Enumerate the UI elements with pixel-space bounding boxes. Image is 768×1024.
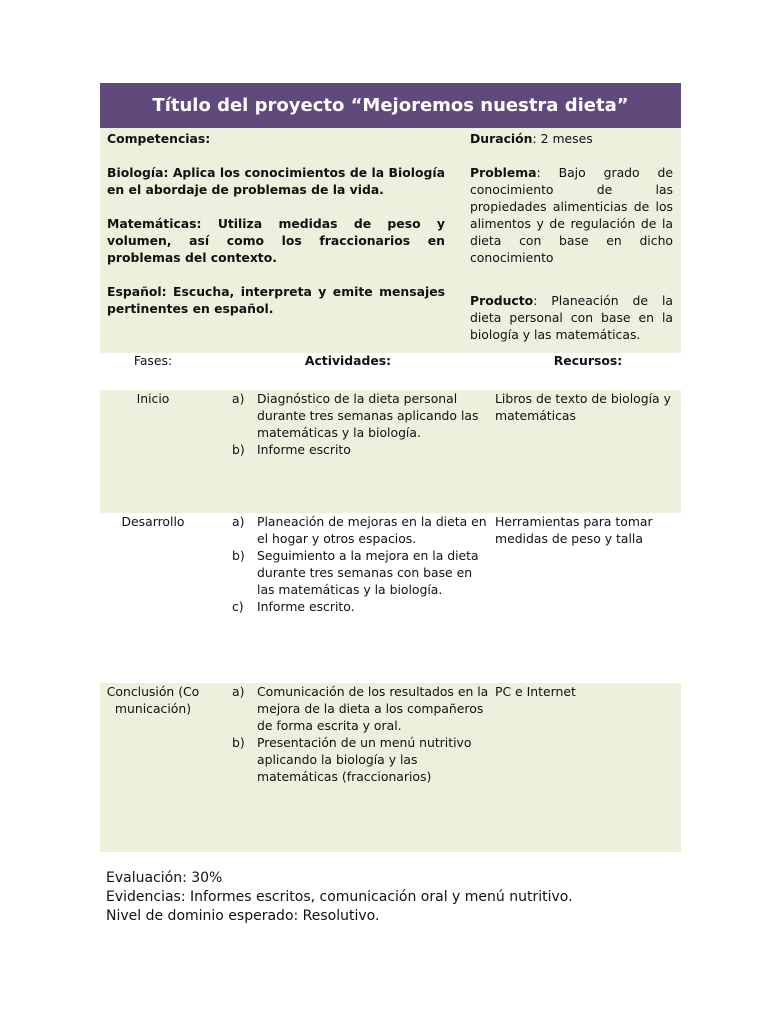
problem-text bbox=[470, 164, 673, 266]
activity-marker: a) bbox=[232, 514, 245, 529]
project-title bbox=[100, 83, 681, 128]
product-text bbox=[470, 292, 673, 343]
activity-marker: a) bbox=[232, 391, 245, 406]
activities-list bbox=[232, 390, 490, 458]
competencies-column bbox=[100, 128, 453, 353]
activity-item bbox=[232, 734, 490, 785]
activities-list bbox=[232, 683, 490, 785]
problem-label: Problema bbox=[470, 165, 537, 180]
phases-table-header bbox=[100, 353, 681, 390]
activity-text: Presentación de un menú nutritivo aplicando la biología y las matemáticas (fraccionarios) bbox=[257, 735, 472, 784]
header-actividades: Actividades: bbox=[304, 353, 392, 368]
phase-row-conclusion bbox=[100, 683, 681, 852]
activity-marker: b) bbox=[232, 442, 245, 457]
project-sheet bbox=[100, 83, 681, 852]
product-label: Producto bbox=[470, 293, 534, 308]
resources-cell: Libros de texto de biología y matemáticas bbox=[495, 391, 671, 423]
project-info-column bbox=[453, 128, 681, 353]
competencies-section bbox=[100, 128, 681, 353]
evidencias-line: Evidencias: Informes escritos, comunicación oral y menú nutritivo. bbox=[106, 889, 573, 905]
activity-item bbox=[232, 683, 490, 734]
duration-text bbox=[470, 130, 673, 147]
competency-espanol: Español: Escucha, interpreta y emite mensajes pertinentes en español. bbox=[107, 284, 445, 316]
phase-row-inicio bbox=[100, 390, 681, 513]
duration-label: Duración bbox=[470, 131, 533, 146]
resources-cell: PC e Internet bbox=[495, 684, 576, 699]
problem-value: : Bajo grado de conocimiento de las propiedades alimenticias de los alimentos y de regulación de la dieta con base en dicho conocimiento bbox=[470, 165, 673, 265]
phase-name: Inicio bbox=[136, 391, 170, 406]
activities-cell bbox=[206, 390, 490, 513]
nivel-line: Nivel de dominio esperado: Resolutivo. bbox=[106, 908, 380, 924]
phase-name: Desarrollo bbox=[121, 514, 185, 529]
activities-cell bbox=[206, 513, 490, 683]
activity-item bbox=[232, 390, 490, 441]
activity-marker: b) bbox=[232, 735, 245, 750]
competency-matematicas: Matemáticas: Utiliza medidas de peso y volumen, así como los fraccionarios en problemas del contexto. bbox=[107, 216, 445, 265]
phase-name: Conclusión (Comunicación) bbox=[106, 684, 200, 716]
resources-cell: Herramientas para tomar medidas de peso y talla bbox=[495, 514, 653, 546]
activity-text: Comunicación de los resultados en la mejora de la dieta a los compañeros de forma escrita y oral. bbox=[257, 684, 489, 733]
header-recursos: Recursos: bbox=[553, 353, 623, 368]
product-value: : Planeación de la dieta personal con base en la biología y las matemáticas. bbox=[470, 293, 673, 342]
activity-text: Informe escrito bbox=[257, 442, 351, 457]
competency-biologia: Biología: Aplica los conocimientos de la Biología en el abordaje de problemas de la vida. bbox=[107, 165, 445, 197]
evaluacion-line: Evaluación: 30% bbox=[106, 870, 223, 886]
activity-marker: c) bbox=[232, 599, 244, 614]
activities-list bbox=[232, 513, 490, 615]
project-title-text: Título del proyecto “Mejoremos nuestra dieta” bbox=[152, 95, 629, 116]
activity-text: Seguimiento a la mejora en la dieta durante tres semanas con base en las matemáticas y la biología. bbox=[257, 548, 479, 597]
evaluation-footer bbox=[106, 869, 573, 926]
duration-value: : 2 meses bbox=[532, 131, 593, 146]
activity-item bbox=[232, 441, 490, 458]
activity-marker: b) bbox=[232, 548, 245, 563]
competencies-heading: Competencias: bbox=[107, 131, 211, 146]
activity-item bbox=[232, 513, 490, 547]
activity-marker: a) bbox=[232, 684, 245, 699]
activity-text: Planeación de mejoras en la dieta en el hogar y otros espacios. bbox=[257, 514, 487, 546]
activity-text: Informe escrito. bbox=[257, 599, 355, 614]
activities-cell bbox=[206, 683, 490, 852]
activity-item bbox=[232, 598, 490, 615]
activity-item bbox=[232, 547, 490, 598]
activity-text: Diagnóstico de la dieta personal durante tres semanas aplicando las matemáticas y la biología. bbox=[257, 391, 479, 440]
header-fases: Fases: bbox=[133, 353, 173, 368]
phase-row-desarrollo bbox=[100, 513, 681, 683]
